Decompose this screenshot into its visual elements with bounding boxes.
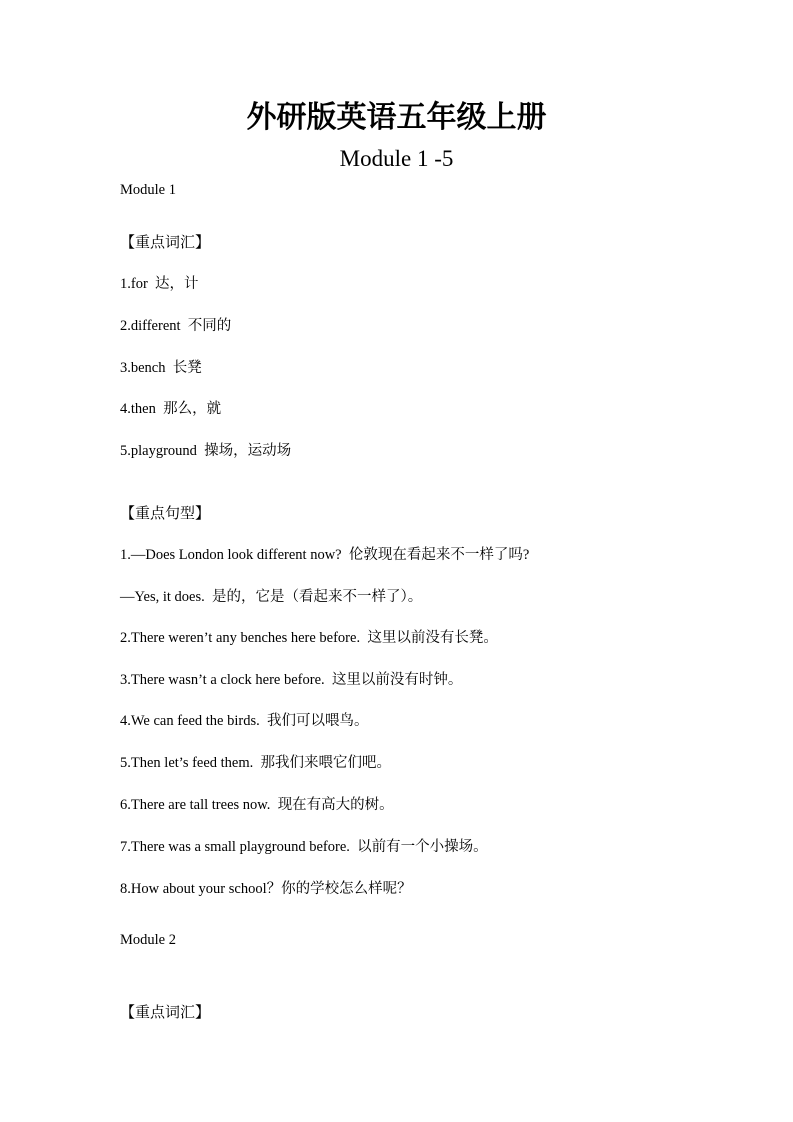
vocab-word: 2.different: [120, 318, 181, 334]
sentence-english: 7.There was a small playground before.: [120, 839, 350, 855]
vocab-item: [120, 440, 291, 462]
sentence-english: 5.Then let’s feed them.: [120, 755, 254, 771]
sentence-english: 1.—Does London look different now?: [120, 547, 342, 563]
sentence-chinese: 那我们来喂它们吧。: [260, 755, 392, 771]
document-title: 外研版英语五年级上册: [246, 100, 547, 135]
sentence-item: [120, 794, 394, 816]
vocab-item: [120, 315, 231, 337]
sentence-english: 6.There are tall trees now.: [120, 797, 271, 813]
vocab-item: [120, 273, 199, 295]
module-1-sentence-heading: 【重点句型】: [120, 504, 211, 522]
vocab-word: 4.then: [120, 401, 156, 417]
sentence-item: [120, 878, 412, 900]
sentence-english: —Yes, it does.: [120, 589, 205, 605]
module-2-vocab-heading: 【重点词汇】: [120, 1003, 211, 1021]
vocab-meaning: 不同的: [187, 318, 232, 334]
vocab-meaning: 长凳: [172, 360, 202, 376]
sentence-english: 2.There weren’t any benches here before.: [120, 630, 361, 646]
sentence-english: 3.There wasn’t a clock here before.: [120, 672, 325, 688]
sentence-chinese: 以前有一个小操场。: [357, 839, 488, 855]
sentence-chinese: 我们可以喂鸟。: [267, 713, 369, 729]
vocab-word: 3.bench: [120, 360, 166, 376]
sentence-item: [120, 669, 462, 691]
module-1-label: Module 1: [120, 182, 176, 198]
sentence-chinese: 伦敦现在看起来不一样了吗: [348, 547, 523, 563]
sentence-english: 8.How about your school: [120, 881, 267, 897]
sentence-chinese: 现在有高大的树。: [277, 797, 394, 813]
vocab-meaning: 达，计: [155, 276, 199, 292]
sentence-item: [120, 627, 498, 649]
vocab-word: 5.playground: [120, 443, 197, 459]
document-subtitle: Module 1 -5: [339, 146, 454, 171]
sentence-item: [120, 836, 488, 858]
sentence-item: [120, 586, 422, 608]
sentence-chinese: 是的，它是（看起来不一样了）。: [211, 589, 423, 605]
sentence-tail: ?: [522, 547, 530, 563]
sentence-english: 4.We can feed the birds.: [120, 713, 260, 729]
sentence-item: [120, 544, 529, 566]
sentence-chinese: ？你的学校怎么样呢？: [266, 881, 412, 897]
sentence-chinese: 这里以前没有长凳。: [367, 630, 498, 646]
vocab-meaning: 那么，就: [163, 401, 222, 417]
vocab-item: [120, 357, 202, 379]
vocab-item: [120, 398, 221, 420]
sentence-chinese: 这里以前没有时钟。: [331, 672, 463, 688]
vocab-word: 1.for: [120, 276, 148, 292]
sentence-item: [120, 752, 391, 774]
vocab-meaning: 操场，运动场: [204, 443, 292, 459]
sentence-item: [120, 710, 369, 732]
module-1-vocab-heading: 【重点词汇】: [120, 233, 211, 251]
module-2-label: Module 2: [120, 932, 176, 948]
